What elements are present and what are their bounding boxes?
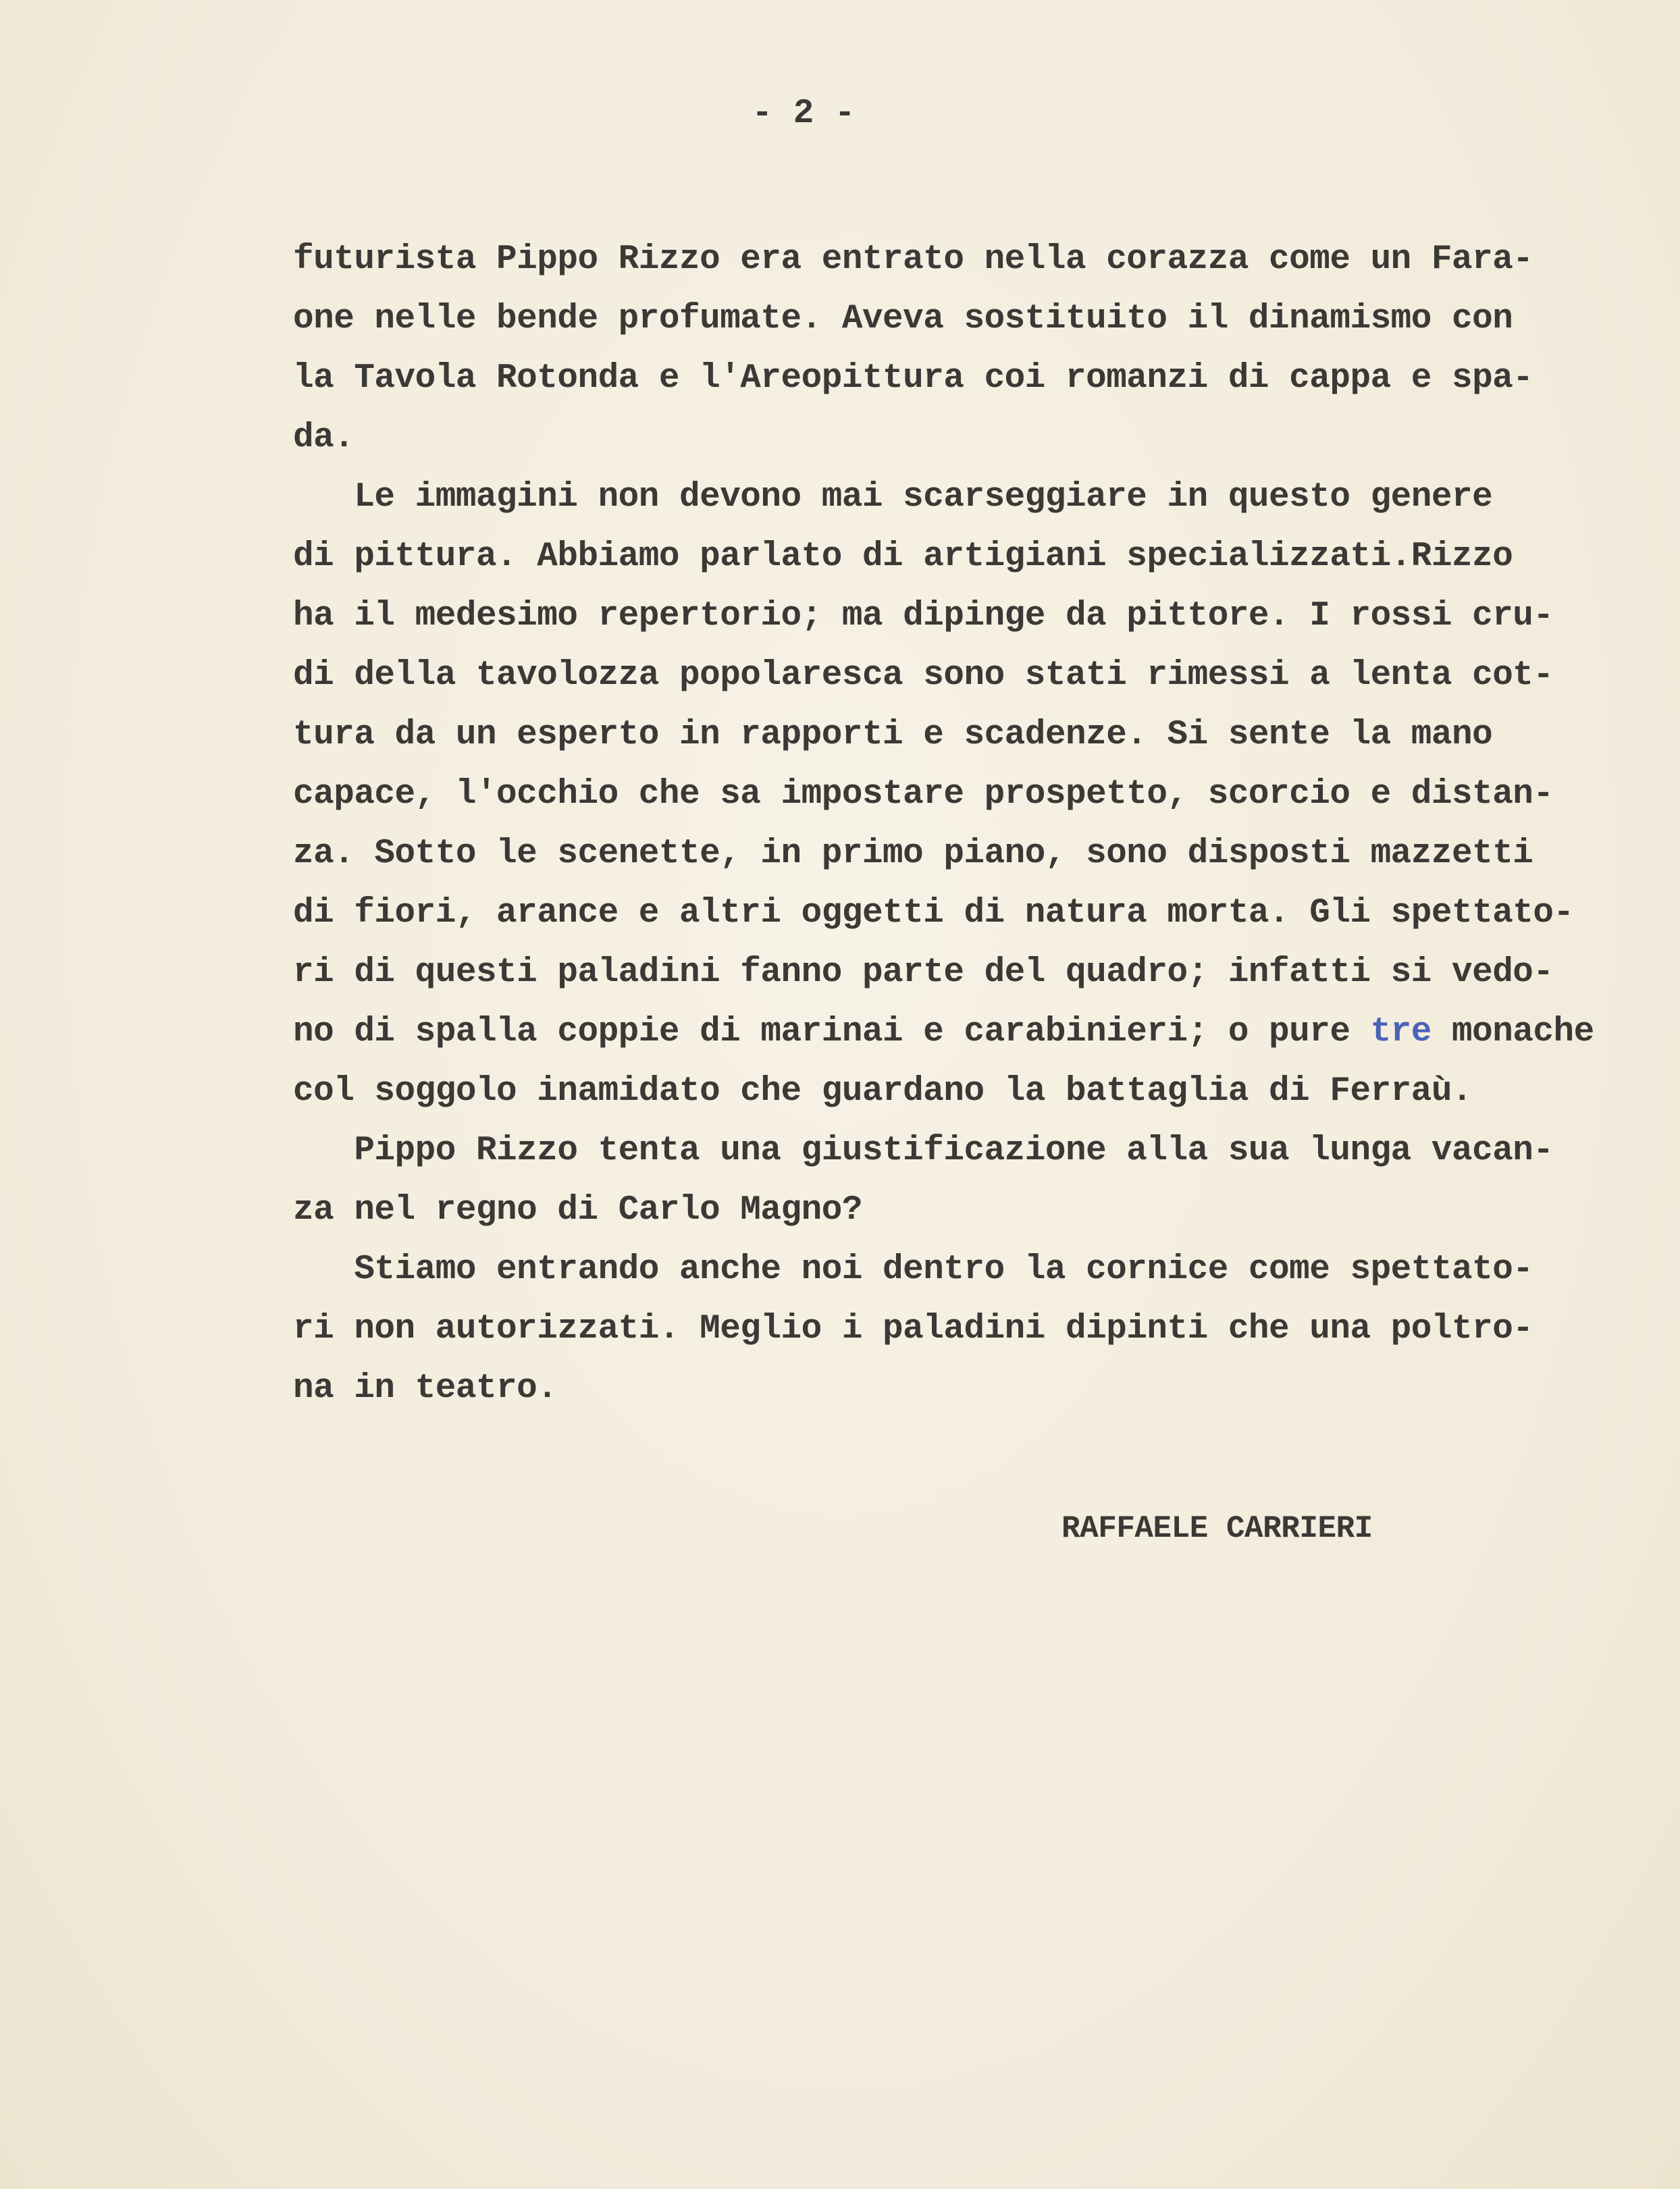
typed-text-body (293, 230, 1594, 1419)
text-line: tura da un esperto in rapporti e scadenze. Si sente la mano (293, 716, 1493, 754)
text-line: capace, l'occhio che sa impostare prospetto, scorcio e distan- (293, 775, 1554, 814)
text-line: col soggolo inamidato che guardano la battaglia di Ferraù. (293, 1072, 1473, 1111)
page-number: - 2 - (752, 95, 856, 133)
ink-correction: tre (1370, 1013, 1432, 1051)
text-line: da. (293, 419, 355, 457)
text-line: ri di questi paladini fanno parte del quadro; infatti si vedo- (293, 953, 1554, 992)
text-segment: no di spalla coppie di marinai e carabinieri; o pure (293, 1013, 1371, 1051)
text-line: ri non autorizzati. Meglio i paladini dipinti che una poltro- (293, 1310, 1533, 1348)
text-line: za. Sotto le scenette, in primo piano, sono disposti mazzetti (293, 835, 1533, 873)
author-signature: RAFFAELE CARRIERI (1061, 1511, 1373, 1546)
text-line: ha il medesimo repertorio; ma dipinge da pittore. I rossi cru- (293, 597, 1554, 635)
text-line: za nel regno di Carlo Magno? (293, 1191, 862, 1230)
text-line-with-correction (293, 1003, 1594, 1062)
text-segment: monache (1431, 1013, 1594, 1051)
text-line: one nelle bende profumate. Aveva sostituito il dinamismo con (293, 300, 1513, 338)
text-line: Pippo Rizzo tenta una giustificazione alla sua lunga vacan- (293, 1132, 1554, 1170)
text-line: Le immagini non devono mai scarseggiare in questo genere (293, 478, 1493, 517)
text-line: di della tavolozza popolaresca sono stati rimessi a lenta cot- (293, 656, 1554, 695)
text-line: di fiori, arance e altri oggetti di natura morta. Gli spettato- (293, 894, 1574, 932)
text-line: di pittura. Abbiamo parlato di artigiani specializzati.Rizzo (293, 537, 1513, 576)
text-line: Stiamo entrando anche noi dentro la cornice come spettato- (293, 1250, 1533, 1289)
text-line: futurista Pippo Rizzo era entrato nella corazza come un Fara- (293, 240, 1533, 279)
text-line: la Tavola Rotonda e l'Areopittura coi romanzi di cappa e spa- (293, 359, 1533, 398)
text-line: na in teatro. (293, 1369, 558, 1408)
